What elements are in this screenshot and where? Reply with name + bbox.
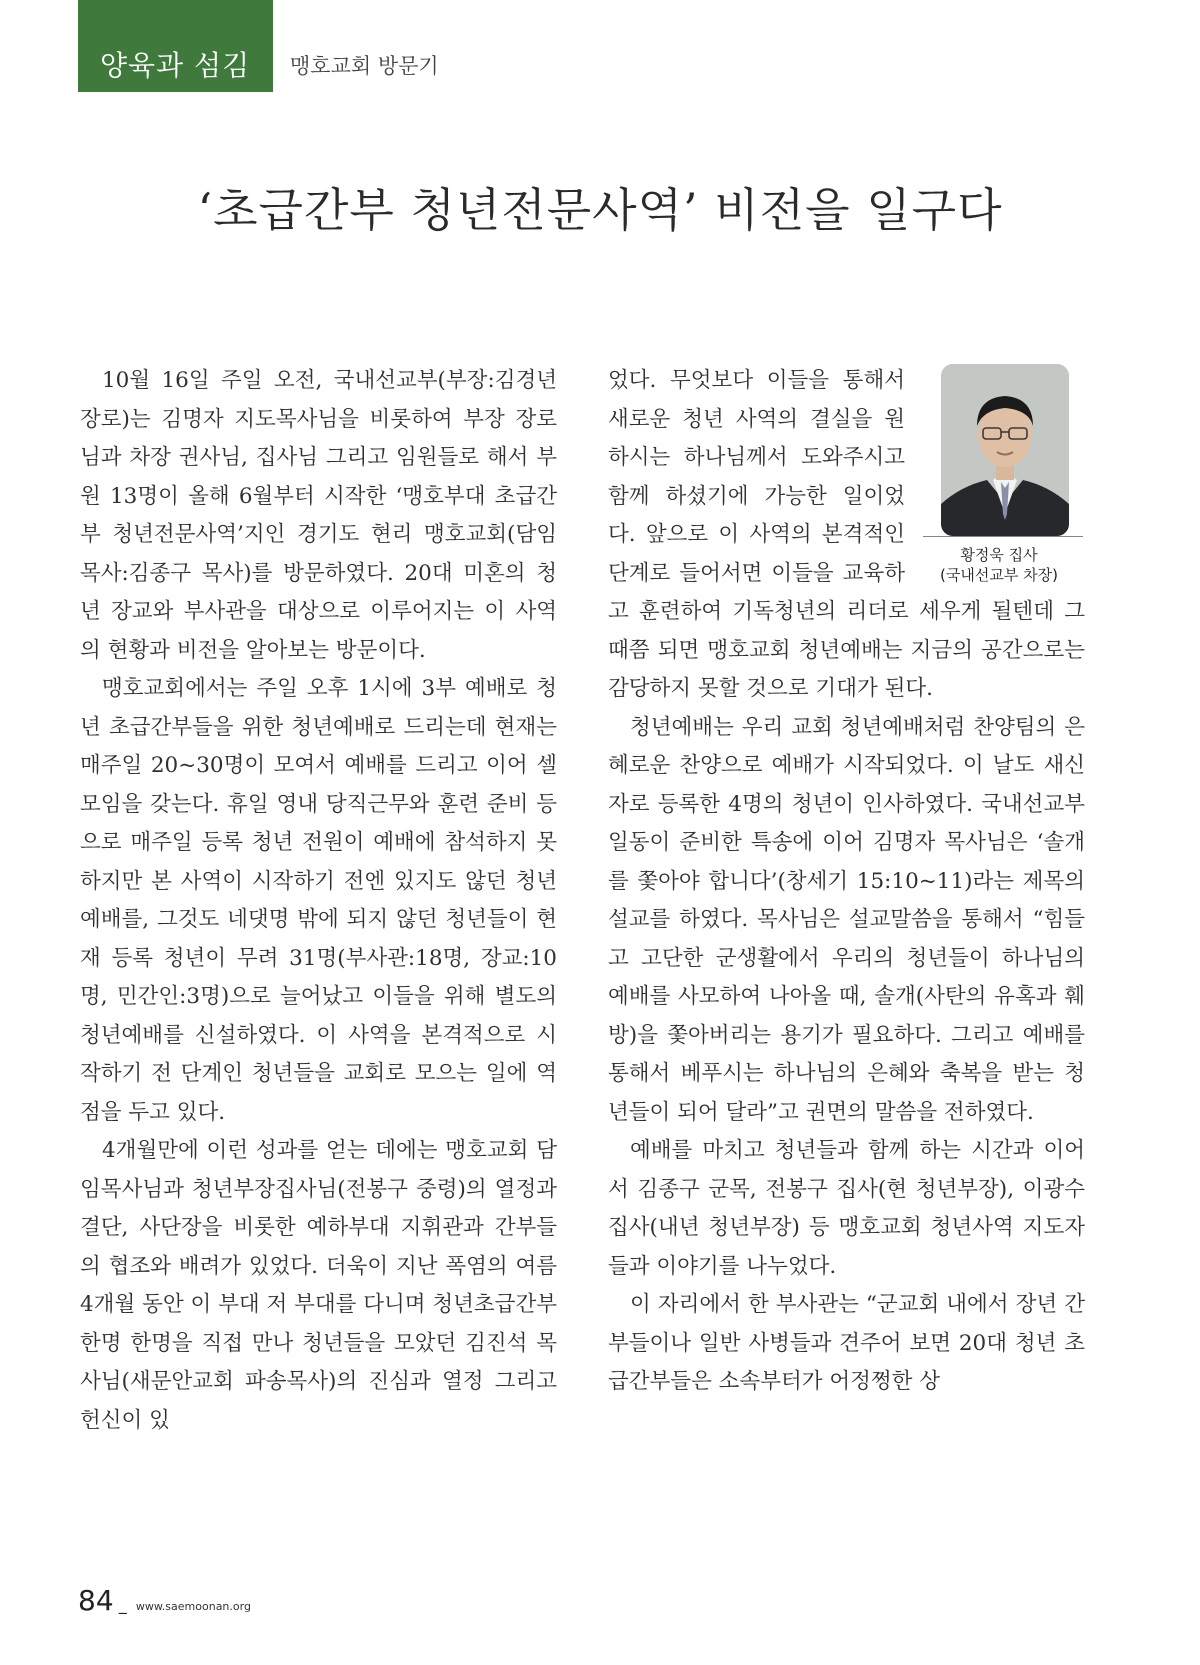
paragraph: 10월 16일 주일 오전, 국내선교부(부장:김경년 장로)는 김명자 지도목사님을 비롯하여 부장 장로님과 차장 권사님, 집사님 그리고 임원들로 해서 부원 13명이 올해 6월부터 시작한 ‘맹호부대 초급간부 청년전문사역’지인 경기도 현리 맹호교회(담임목사:김종구 목사)를 방문하였다. 20대 미혼의 청년 장교와 부사관을 대상으로 이루어지는 이 사역의 현황과 비전을 알아보는 방문이다. <box>80 368 557 663</box>
page-footer <box>78 1585 251 1617</box>
paragraph: 청년예배는 우리 교회 청년예배처럼 찬양팀의 은혜로운 찬양으로 예배가 시작되었다. 이 날도 새신자로 등록한 4명의 청년이 인사하였다. 국내선교부 일동이 준비한 특송에 이어 김명자 목사님은 ‘솔개를 쫓아야 합니다’(창세기 15:10~11)라는 제목의 설교를 하였다. 목사님은 설교말씀을 통해서 “힘들고 고단한 군생활에서 우리의 청년들이 하나님의 예배를 사모하여 나아올 때, 솔개(사탄의 유혹과 훼방)을 쫓아버리는 용기가 필요하다. 그리고 예배를 통해서 베푸시는 하나님의 은혜와 축복을 받는 청년들이 되어 달라”고 권면의 말씀을 전하였다. <box>608 714 1085 1125</box>
article-column-left <box>80 362 557 1552</box>
article-column-right <box>608 362 1085 1552</box>
person-portrait-icon <box>941 364 1069 536</box>
section-subtitle: 맹호교회 방문기 <box>290 54 439 78</box>
photo-caption-name: 황정욱 집사 <box>960 546 1038 564</box>
photo-divider <box>923 536 1083 537</box>
website-url: www.saemoonan.org <box>135 1600 251 1613</box>
paragraph: 었다. 무엇보다 이들을 통해서 새로운 청년 사역의 결실을 원하시는 하나님께서 도와주시고 함께 하셨기에 가능한 일이었다. 앞으로 이 사역의 본격적인 단계로 들어서면 이들을 교육하고 훈련하여 기독청년의 리더로 세우게 될텐데 그때쯤 되면 맹호교회 청년예배는 지금의 공간으로는 감당하지 못할 것으로 기대가 된다. <box>608 368 1085 701</box>
paragraph: 이 자리에서 한 부사관는 “군교회 내에서 장년 간부들이나 일반 사병들과 견주어 보면 20대 청년 초급간부들은 소속부터가 어정쩡한 상 <box>608 1292 1085 1394</box>
article-title: ‘초급간부 청년전문사역’ 비전을 일구다 <box>197 183 1003 237</box>
photo-caption-role: (국내선교부 차장) <box>940 566 1058 584</box>
paragraph: 맹호교회에서는 주일 오후 1시에 3부 예배로 청년 초급간부들을 위한 청년예배로 드리는데 현재는 매주일 20~30명이 모여서 예배를 드리고 이어 셀모임을 갖는다. 휴일 영내 당직근무와 훈련 준비 등으로 매주일 등록 청년 전원이 예배에 참석하지 못하지만 본 사역이 시작하기 전엔 있지도 않던 청년예배를, 그것도 네댓명 밖에 되지 않던 청년들이 현재 등록 청년이 무려 31명(부사관:18명, 장교:10명, 민간인:3명)으로 늘어났고 이들을 위해 별도의 청년예배를 신설하였다. 이 사역을 본격적으로 시작하기 전 단계인 청년들을 교회로 모으는 일에 역점을 두고 있다. <box>80 676 557 1125</box>
author-photo <box>941 364 1069 536</box>
paragraph: 예배를 마치고 청년들과 함께 하는 시간과 이어서 김종구 군목, 전봉구 집사(현 청년부장), 이광수 집사(내년 청년부장) 등 맹호교회 청년사역 지도자들과 이야기를 나누었다. <box>608 1138 1085 1279</box>
paragraph: 4개월만에 이런 성과를 얻는 데에는 맹호교회 담임목사님과 청년부장집사님(전봉구 중령)의 열정과 결단, 사단장을 비롯한 예하부대 지휘관과 간부들의 협조와 배려가 있었다. 더욱이 지난 폭염의 여름 4개월 동안 이 부대 저 부대를 다니며 청년초급간부 한명 한명을 직접 만나 청년들을 모았던 김진석 목사님(새문안교회 파송목사)의 진심과 열정 그리고 헌신이 있 <box>80 1138 557 1433</box>
footer-separator: _ <box>118 1595 127 1614</box>
page-number: 84 <box>78 1584 114 1617</box>
section-tag-label: 양육과 섬김 <box>100 49 251 82</box>
author-photo-box <box>913 362 1085 584</box>
section-tag <box>78 0 273 92</box>
